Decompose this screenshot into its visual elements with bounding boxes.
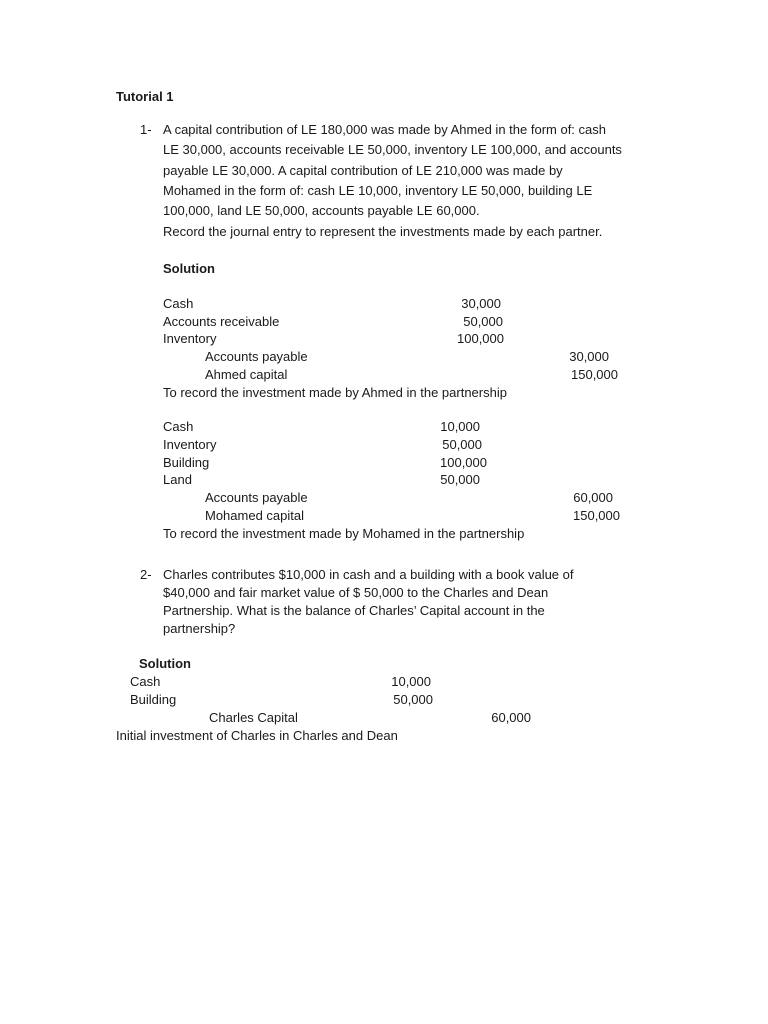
question-1-line: Record the journal entry to represent the investments made by each partner. (163, 224, 603, 239)
debit-account: Inventory (163, 331, 217, 346)
debit-account: Building (163, 455, 210, 470)
debit-account: Accounts receivable (163, 314, 280, 329)
credit-amount: 60,000 (573, 490, 613, 505)
debit-amount: 100,000 (457, 331, 504, 346)
question-1-number: 1- (140, 122, 152, 137)
debit-amount: 100,000 (440, 455, 487, 470)
debit-account: Land (163, 472, 192, 487)
debit-account: Inventory (163, 437, 217, 452)
question-1-line: payable LE 30,000. A capital contribution of LE 210,000 was made by (163, 163, 563, 178)
debit-amount: 30,000 (461, 296, 501, 311)
question-2-line: partnership? (163, 621, 236, 636)
debit-account: Cash (130, 674, 161, 689)
question-2-line: $40,000 and fair market value of $ 50,000 to the Charles and Dean (163, 585, 549, 600)
question-2-line: Charles contributes $10,000 in cash and a building with a book value of (163, 567, 574, 582)
debit-amount: 10,000 (391, 674, 431, 689)
debit-account: Cash (163, 296, 194, 311)
solution-label: Solution (163, 261, 215, 276)
debit-account: Cash (163, 419, 194, 434)
debit-amount: 10,000 (440, 419, 480, 434)
solution-label: Solution (139, 656, 191, 671)
question-1-line: Mohamed in the form of: cash LE 10,000, inventory LE 50,000, building LE (163, 183, 593, 198)
credit-account: Accounts payable (205, 490, 308, 505)
debit-amount: 50,000 (393, 692, 433, 707)
credit-account: Accounts payable (205, 349, 308, 364)
debit-amount: 50,000 (442, 437, 482, 452)
credit-amount: 60,000 (491, 710, 531, 725)
journal-narration: Initial investment of Charles in Charles and Dean (116, 728, 398, 743)
journal-narration: To record the investment made by Ahmed in the partnership (163, 385, 507, 400)
credit-account: Mohamed capital (205, 508, 304, 523)
page-title: Tutorial 1 (116, 89, 174, 104)
debit-amount: 50,000 (440, 472, 480, 487)
credit-amount: 150,000 (571, 367, 618, 382)
journal-narration: To record the investment made by Mohamed in the partnership (163, 526, 525, 541)
credit-amount: 30,000 (569, 349, 609, 364)
debit-account: Building (130, 692, 177, 707)
credit-account: Charles Capital (209, 710, 298, 725)
question-2-number: 2- (140, 567, 152, 582)
credit-account: Ahmed capital (205, 367, 288, 382)
debit-amount: 50,000 (463, 314, 503, 329)
question-1-line: LE 30,000, accounts receivable LE 50,000, inventory LE 100,000, and accounts (163, 142, 622, 157)
question-2-line: Partnership. What is the balance of Charles’ Capital account in the (163, 603, 545, 618)
credit-amount: 150,000 (573, 508, 620, 523)
question-1-line: 100,000, land LE 50,000, accounts payable LE 60,000. (163, 203, 480, 218)
question-1-line: A capital contribution of LE 180,000 was made by Ahmed in the form of: cash (163, 122, 606, 137)
